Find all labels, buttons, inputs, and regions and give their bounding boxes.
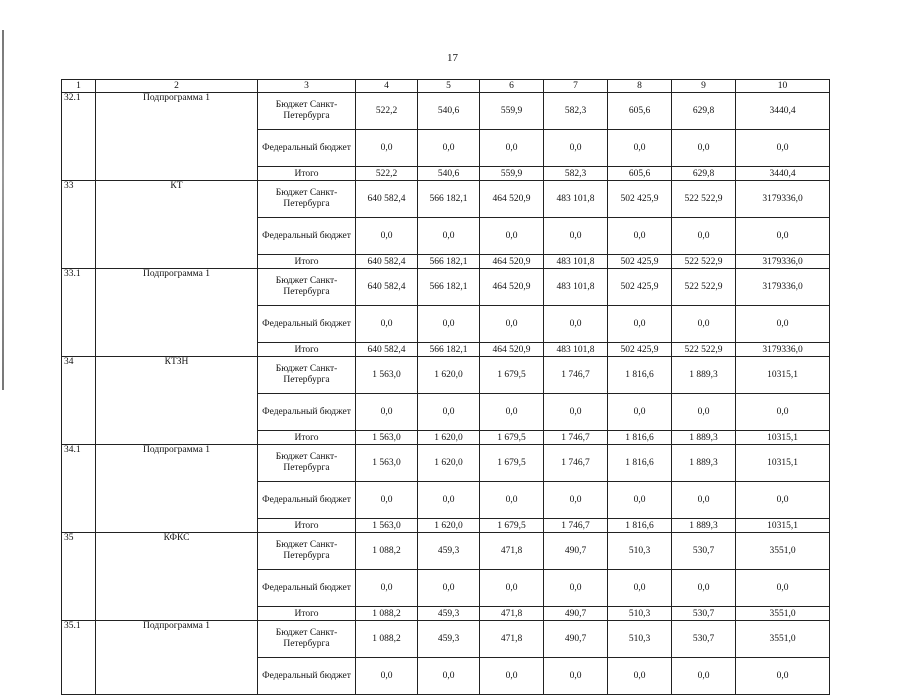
column-number: 3 [258,80,356,93]
row-program-name: Подпрограмма 1 [96,269,258,357]
value-cell: 459,3 [418,533,480,570]
value-cell: 0,0 [736,658,830,695]
column-number: 5 [418,80,480,93]
value-cell: 510,3 [608,621,672,658]
value-cell: 629,8 [672,93,736,130]
funding-source-label: Федеральный бюджет [258,570,356,607]
value-cell: 471,8 [480,607,544,621]
value-cell: 0,0 [418,658,480,695]
value-cell: 0,0 [356,570,418,607]
value-cell: 1 563,0 [356,445,418,482]
value-cell: 522 522,9 [672,269,736,306]
value-cell: 3551,0 [736,607,830,621]
funding-source-label: Федеральный бюджет [258,482,356,519]
row-number: 33 [62,181,96,269]
value-cell: 3551,0 [736,533,830,570]
value-cell: 566 182,1 [418,181,480,218]
value-cell: 0,0 [418,130,480,167]
funding-source-label: Бюджет Санкт-Петербурга [258,357,356,394]
value-cell: 1 679,5 [480,357,544,394]
value-cell: 3179336,0 [736,269,830,306]
value-cell: 0,0 [608,658,672,695]
funding-source-label: Федеральный бюджет [258,218,356,255]
row-program-name: Подпрограмма 1 [96,445,258,533]
value-cell: 1 746,7 [544,445,608,482]
budget-spb-row [62,533,830,570]
value-cell: 0,0 [480,570,544,607]
page-number: 17 [447,52,458,64]
value-cell: 0,0 [672,482,736,519]
value-cell: 0,0 [736,306,830,343]
value-cell: 0,0 [480,218,544,255]
value-cell: 540,6 [418,167,480,181]
value-cell: 464 520,9 [480,269,544,306]
value-cell: 1 679,5 [480,431,544,445]
value-cell: 1 563,0 [356,431,418,445]
value-cell: 0,0 [544,394,608,431]
value-cell: 1 088,2 [356,607,418,621]
value-cell: 0,0 [608,482,672,519]
value-cell: 464 520,9 [480,343,544,357]
column-number: 2 [96,80,258,93]
value-cell: 1 620,0 [418,445,480,482]
value-cell: 0,0 [418,570,480,607]
value-cell: 640 582,4 [356,181,418,218]
value-cell: 0,0 [356,394,418,431]
value-cell: 0,0 [544,570,608,607]
budget-spb-row [62,357,830,394]
value-cell: 483 101,8 [544,343,608,357]
value-cell: 522,2 [356,167,418,181]
funding-source-label: Бюджет Санкт-Петербурга [258,269,356,306]
value-cell: 0,0 [480,130,544,167]
column-number: 10 [736,80,830,93]
value-cell: 0,0 [736,394,830,431]
funding-source-label: Итого [258,607,356,621]
value-cell: 530,7 [672,607,736,621]
column-number: 9 [672,80,736,93]
column-number: 8 [608,80,672,93]
row-number: 35 [62,533,96,621]
value-cell: 0,0 [418,394,480,431]
value-cell: 0,0 [672,570,736,607]
value-cell: 10315,1 [736,357,830,394]
budget-spb-row [62,93,830,130]
value-cell: 0,0 [608,218,672,255]
funding-source-label: Федеральный бюджет [258,658,356,695]
value-cell: 10315,1 [736,431,830,445]
value-cell: 3179336,0 [736,255,830,269]
value-cell: 0,0 [672,218,736,255]
row-program-name: Подпрограмма 1 [96,621,258,695]
column-number: 4 [356,80,418,93]
budget-spb-row [62,269,830,306]
value-cell: 0,0 [736,482,830,519]
value-cell: 502 425,9 [608,343,672,357]
value-cell: 3551,0 [736,621,830,658]
value-cell: 522 522,9 [672,255,736,269]
value-cell: 640 582,4 [356,343,418,357]
value-cell: 0,0 [418,218,480,255]
value-cell: 1 746,7 [544,431,608,445]
value-cell: 0,0 [736,218,830,255]
value-cell: 0,0 [608,394,672,431]
value-cell: 3440,4 [736,167,830,181]
value-cell: 1 620,0 [418,357,480,394]
value-cell: 0,0 [672,130,736,167]
value-cell: 0,0 [544,658,608,695]
funding-source-label: Федеральный бюджет [258,130,356,167]
value-cell: 1 563,0 [356,357,418,394]
value-cell: 522 522,9 [672,181,736,218]
value-cell: 0,0 [480,482,544,519]
value-cell: 490,7 [544,533,608,570]
value-cell: 0,0 [736,570,830,607]
header-row [62,80,830,93]
value-cell: 530,7 [672,621,736,658]
funding-source-label: Итого [258,519,356,533]
value-cell: 1 889,3 [672,445,736,482]
value-cell: 540,6 [418,93,480,130]
value-cell: 1 889,3 [672,519,736,533]
value-cell: 1 620,0 [418,519,480,533]
column-number: 7 [544,80,608,93]
value-cell: 559,9 [480,93,544,130]
value-cell: 483 101,8 [544,269,608,306]
value-cell: 0,0 [608,306,672,343]
value-cell: 522,2 [356,93,418,130]
value-cell: 0,0 [418,482,480,519]
value-cell: 0,0 [356,218,418,255]
value-cell: 459,3 [418,621,480,658]
value-cell: 1 746,7 [544,357,608,394]
funding-source-label: Бюджет Санкт-Петербурга [258,445,356,482]
value-cell: 566 182,1 [418,269,480,306]
row-number: 34 [62,357,96,445]
row-program-name: КТ [96,181,258,269]
value-cell: 582,3 [544,93,608,130]
value-cell: 1 563,0 [356,519,418,533]
row-number: 33.1 [62,269,96,357]
value-cell: 0,0 [672,658,736,695]
value-cell: 0,0 [544,482,608,519]
funding-source-label: Федеральный бюджет [258,394,356,431]
value-cell: 566 182,1 [418,343,480,357]
value-cell: 582,3 [544,167,608,181]
row-number: 35.1 [62,621,96,695]
value-cell: 566 182,1 [418,255,480,269]
funding-source-label: Бюджет Санкт-Петербурга [258,93,356,130]
value-cell: 605,6 [608,93,672,130]
value-cell: 640 582,4 [356,269,418,306]
value-cell: 0,0 [480,306,544,343]
value-cell: 459,3 [418,607,480,621]
budget-spb-row [62,181,830,218]
value-cell: 10315,1 [736,519,830,533]
value-cell: 0,0 [356,306,418,343]
row-program-name: КФКС [96,533,258,621]
value-cell: 10315,1 [736,445,830,482]
value-cell: 471,8 [480,621,544,658]
value-cell: 483 101,8 [544,255,608,269]
funding-source-label: Федеральный бюджет [258,306,356,343]
value-cell: 0,0 [672,394,736,431]
value-cell: 0,0 [356,658,418,695]
value-cell: 0,0 [608,570,672,607]
row-number: 32.1 [62,93,96,181]
column-number: 1 [62,80,96,93]
value-cell: 3179336,0 [736,181,830,218]
value-cell: 1 620,0 [418,431,480,445]
value-cell: 0,0 [544,306,608,343]
value-cell: 1 088,2 [356,533,418,570]
column-number: 6 [480,80,544,93]
value-cell: 1 816,6 [608,445,672,482]
value-cell: 1 679,5 [480,519,544,533]
value-cell: 1 679,5 [480,445,544,482]
value-cell: 490,7 [544,607,608,621]
funding-source-label: Итого [258,343,356,357]
value-cell: 0,0 [418,306,480,343]
value-cell: 3440,4 [736,93,830,130]
value-cell: 559,9 [480,167,544,181]
funding-source-label: Бюджет Санкт-Петербурга [258,533,356,570]
value-cell: 522 522,9 [672,343,736,357]
funding-source-label: Бюджет Санкт-Петербурга [258,621,356,658]
value-cell: 1 746,7 [544,519,608,533]
value-cell: 510,3 [608,607,672,621]
value-cell: 483 101,8 [544,181,608,218]
row-number: 34.1 [62,445,96,533]
value-cell: 510,3 [608,533,672,570]
value-cell: 0,0 [736,130,830,167]
budget-spb-row [62,621,830,658]
value-cell: 0,0 [480,658,544,695]
value-cell: 0,0 [356,130,418,167]
funding-source-label: Итого [258,255,356,269]
value-cell: 629,8 [672,167,736,181]
value-cell: 0,0 [544,130,608,167]
value-cell: 1 816,6 [608,357,672,394]
value-cell: 502 425,9 [608,269,672,306]
value-cell: 3179336,0 [736,343,830,357]
value-cell: 502 425,9 [608,181,672,218]
value-cell: 502 425,9 [608,255,672,269]
value-cell: 640 582,4 [356,255,418,269]
row-program-name: КТЗН [96,357,258,445]
value-cell: 464 520,9 [480,181,544,218]
value-cell: 1 889,3 [672,431,736,445]
budget-spb-row [62,445,830,482]
value-cell: 0,0 [480,394,544,431]
value-cell: 1 816,6 [608,431,672,445]
value-cell: 1 088,2 [356,621,418,658]
value-cell: 1 889,3 [672,357,736,394]
value-cell: 605,6 [608,167,672,181]
row-program-name: Подпрограмма 1 [96,93,258,181]
value-cell: 1 816,6 [608,519,672,533]
budget-table [61,79,830,695]
value-cell: 490,7 [544,621,608,658]
funding-source-label: Бюджет Санкт-Петербурга [258,181,356,218]
value-cell: 530,7 [672,533,736,570]
value-cell: 0,0 [672,306,736,343]
funding-source-label: Итого [258,167,356,181]
value-cell: 471,8 [480,533,544,570]
scan-edge-mark [2,30,4,390]
value-cell: 464 520,9 [480,255,544,269]
value-cell: 0,0 [356,482,418,519]
value-cell: 0,0 [544,218,608,255]
value-cell: 0,0 [608,130,672,167]
funding-source-label: Итого [258,431,356,445]
